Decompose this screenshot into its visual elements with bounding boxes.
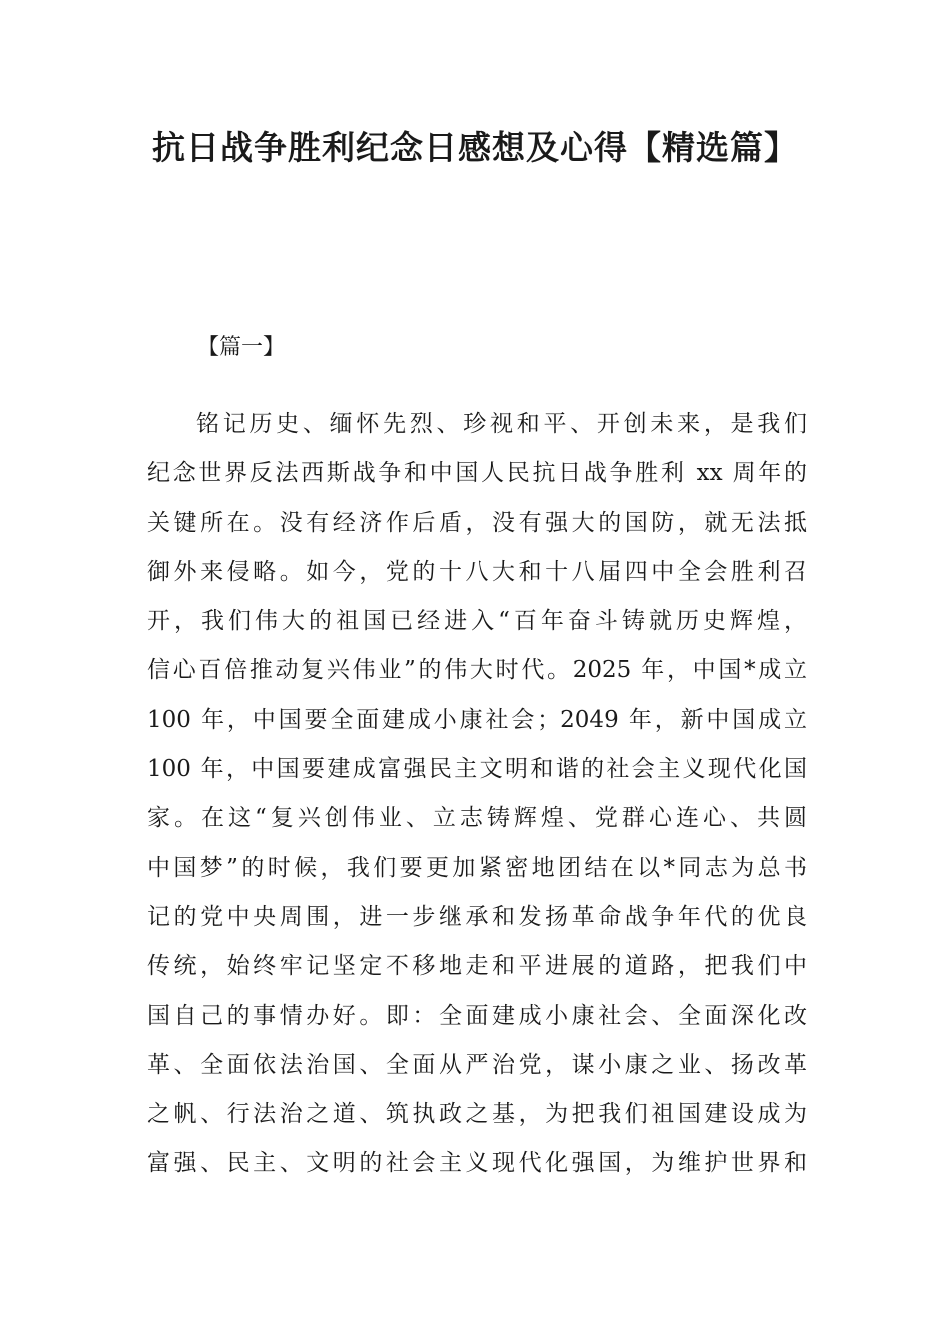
document-title: 抗日战争胜利纪念日感想及心得【精选篇】 <box>152 128 798 167</box>
paragraph-line: 御外来侵略。如今，党的十八大和十八届四中全会胜利召 <box>147 558 807 585</box>
paragraph-line: 革、全面依法治国、全面从严治党，谋小康之业、扬改革 <box>147 1051 807 1078</box>
paragraph-line: 中国梦”的时候，我们要更加紧密地团结在以*同志为总书 <box>147 854 807 881</box>
paragraph-line: 富强、民主、文明的社会主义现代化强国，为维护世界和 <box>147 1150 807 1177</box>
paragraph-line: 传统，始终牢记坚定不移地走和平进展的道路，把我们中 <box>147 953 807 980</box>
paragraph-line: 铭记历史、缅怀先烈、珍视和平、开创未来，是我们 <box>196 411 807 437</box>
paragraph-line: 之帆、行法治之道、筑执政之基，为把我们祖国建设成为 <box>147 1101 807 1128</box>
paragraph-line: 100 年，中国要建成富强民主文明和谐的社会主义现代化国 <box>147 756 807 783</box>
paragraph-line: 信心百倍推动复兴伟业”的伟大时代。2025 年，中国*成立 <box>147 657 807 684</box>
body-paragraph <box>147 400 807 1189</box>
paragraph-line: 关键所在。没有经济作后盾，没有强大的国防，就无法抵 <box>147 509 807 536</box>
paragraph-line: 家。在这“复兴创伟业、立志铸辉煌、党群心连心、共圆 <box>147 805 807 832</box>
paragraph-line: 开，我们伟大的祖国已经进入“百年奋斗铸就历史辉煌， <box>147 608 807 635</box>
paragraph-line: 国自己的事情办好。即：全面建成小康社会、全面深化改 <box>147 1002 807 1029</box>
section-heading: 【篇一】 <box>197 335 286 360</box>
paragraph-line: 记的党中央周围，进一步继承和发扬革命战争年代的优良 <box>147 903 807 930</box>
paragraph-line: 纪念世界反法西斯战争和中国人民抗日战争胜利 xx 周年的 <box>147 460 807 487</box>
paragraph-line: 100 年，中国要全面建成小康社会；2049 年，新中国成立 <box>147 706 807 733</box>
